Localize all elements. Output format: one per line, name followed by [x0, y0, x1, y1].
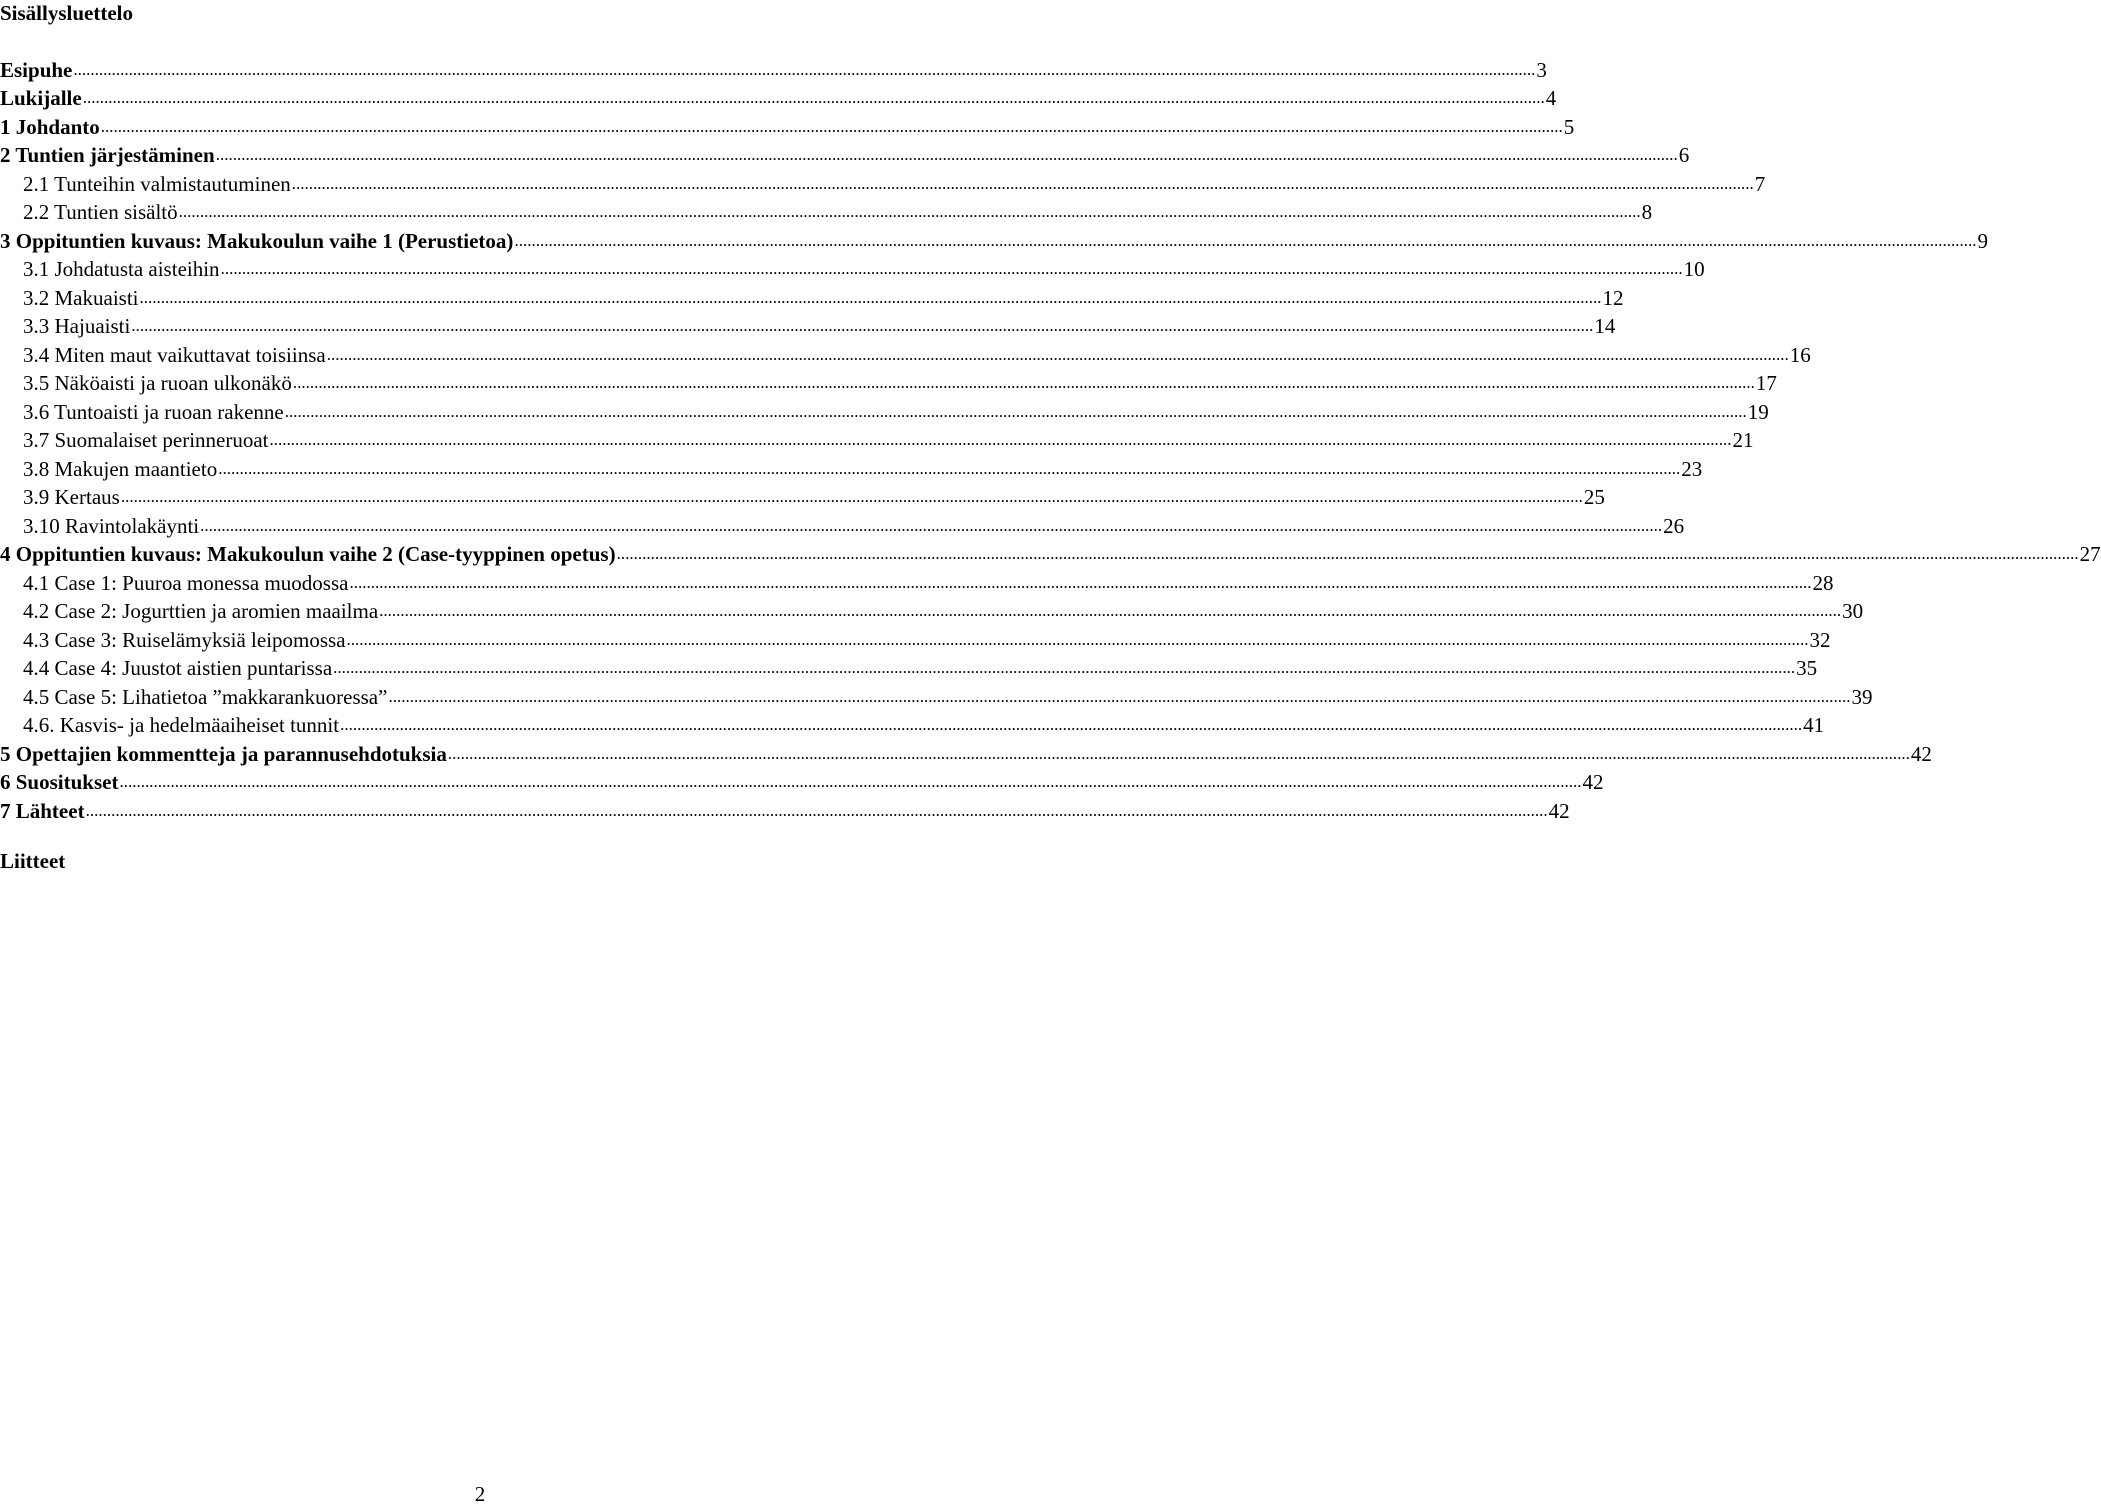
- toc-entry-page-number: 23: [1681, 456, 1703, 481]
- toc-entry-page-number: 17: [1755, 371, 1777, 395]
- toc-entry-page-number: 26: [1663, 513, 1685, 538]
- toc-entry[interactable]: [0, 282, 1624, 311]
- toc-entry[interactable]: [0, 624, 1831, 653]
- dot-leader: [379, 596, 1841, 624]
- page-title: Sisällysluettelo: [0, 1, 134, 25]
- toc-entry-page-number: 27: [2079, 542, 2101, 566]
- toc-entry-page-number: 10: [1683, 257, 1705, 281]
- toc-entry[interactable]: [0, 83, 1557, 112]
- dot-leader: [218, 454, 1680, 482]
- toc-entry-page-number: 9: [1977, 228, 1988, 253]
- toc-entry-page-number: 21: [1732, 428, 1754, 452]
- dot-leader: [73, 55, 1535, 83]
- toc-entry-page-number: 32: [1809, 627, 1831, 652]
- dot-leader: [448, 739, 1910, 767]
- toc-entry[interactable]: [0, 710, 1825, 739]
- toc-entry[interactable]: [0, 140, 1690, 169]
- toc-entry-title: 4.1 Case 1: Puuroa monessa muodossa: [23, 570, 349, 595]
- toc-entry-title: 4.2 Case 2: Jogurttien ja aromien maailma: [23, 599, 379, 623]
- toc-entry-title: 3.6 Tuntoaisti ja ruoan rakenne: [23, 399, 284, 424]
- toc-entry[interactable]: [0, 795, 1570, 824]
- toc-entry-title: 2.1 Tunteihin valmistautuminen: [23, 171, 291, 196]
- toc-entry-page-number: 16: [1789, 342, 1811, 367]
- toc-entry-page-number: 35: [1796, 656, 1818, 680]
- toc-entry[interactable]: [0, 510, 1685, 539]
- toc-entry-title: 4.5 Case 5: Lihatietoa ”makkarankuoressa”: [23, 684, 388, 709]
- toc-entry-title: 3.3 Hajuaisti: [23, 314, 131, 338]
- dot-leader: [617, 539, 2079, 567]
- toc-entry[interactable]: [0, 767, 1604, 796]
- dot-leader: [327, 340, 1789, 368]
- toc-entry-title: 5 Opettajien kommentteja ja parannusehdotuksia: [0, 741, 447, 766]
- toc-entry-page-number: 42: [1910, 741, 1932, 766]
- toc-entry-title: 3.7 Suomalaiset perinneruoat: [23, 428, 269, 452]
- toc-entry[interactable]: [0, 168, 1766, 197]
- toc-entry[interactable]: [0, 653, 1818, 682]
- toc-entry[interactable]: [0, 225, 1988, 254]
- dot-leader: [216, 140, 1678, 168]
- dot-leader: [388, 682, 1850, 710]
- toc-entry[interactable]: [0, 738, 1932, 767]
- dot-leader: [119, 767, 1581, 795]
- table-of-contents: [0, 54, 2101, 824]
- toc-entry-page-number: 4: [1545, 86, 1557, 110]
- toc-entry[interactable]: [0, 54, 1547, 83]
- dot-leader: [179, 197, 1641, 225]
- dot-leader: [140, 283, 1602, 311]
- toc-entry[interactable]: [0, 681, 1873, 710]
- dot-leader: [293, 368, 1755, 396]
- toc-entry-title: 4.3 Case 3: Ruiselämyksiä leipomossa: [23, 627, 346, 652]
- toc-entry-page-number: 3: [1536, 57, 1547, 82]
- dot-leader: [349, 568, 1811, 596]
- toc-entry[interactable]: [0, 482, 1605, 511]
- toc-entry-page-number: 25: [1583, 485, 1605, 509]
- dot-leader: [340, 710, 1802, 738]
- toc-entry[interactable]: [0, 425, 1754, 454]
- toc-entry[interactable]: [0, 596, 1864, 625]
- toc-entry-title: Lukijalle: [0, 86, 82, 110]
- toc-entry-page-number: 30: [1842, 599, 1864, 623]
- dot-leader: [121, 482, 1583, 510]
- dot-leader: [101, 112, 1563, 140]
- toc-entry-page-number: 39: [1851, 684, 1873, 709]
- dot-leader: [200, 511, 1662, 539]
- dot-leader: [131, 311, 1593, 339]
- dot-leader: [514, 226, 1976, 254]
- toc-entry-title: Esipuhe: [0, 57, 73, 82]
- toc-entry-title: 2.2 Tuntien sisältö: [23, 200, 178, 224]
- dot-leader: [221, 254, 1683, 282]
- toc-entry[interactable]: [0, 339, 1811, 368]
- toc-entry-title: 2 Tuntien järjestäminen: [0, 143, 215, 167]
- toc-entry-title: 3.8 Makujen maantieto: [23, 456, 218, 481]
- toc-entry-title: 6 Suositukset: [0, 770, 119, 794]
- toc-entry[interactable]: [0, 368, 1777, 397]
- toc-entry-title: 7 Lähteet: [0, 798, 85, 823]
- toc-entry-title: 3.5 Näköaisti ja ruoan ulkonäkö: [23, 371, 292, 395]
- toc-entry-page-number: 7: [1754, 171, 1766, 196]
- page-number: 2: [474, 1482, 486, 1506]
- dot-leader: [285, 397, 1747, 425]
- toc-entry[interactable]: [0, 567, 1834, 596]
- toc-entry-title: 3.4 Miten maut vaikuttavat toisiinsa: [23, 342, 326, 367]
- toc-entry-title: 4.4 Case 4: Juustot aistien puntarissa: [23, 656, 333, 680]
- toc-entry-title: 3.10 Ravintolakäynti: [23, 513, 200, 538]
- toc-entry-title: 4.6. Kasvis- ja hedelmäaiheiset tunnit: [23, 713, 340, 737]
- toc-entry-page-number: 14: [1594, 314, 1616, 338]
- dot-leader: [270, 425, 1732, 453]
- toc-entry[interactable]: [0, 453, 1703, 482]
- toc-entry-title: 3.1 Johdatusta aisteihin: [23, 257, 220, 281]
- toc-entry-page-number: 6: [1678, 143, 1690, 167]
- toc-entry-page-number: 19: [1747, 399, 1769, 424]
- toc-entry-title: 3 Oppituntien kuvaus: Makukoulun vaihe 1 (Perustietoa): [0, 228, 514, 253]
- dot-leader: [292, 169, 1754, 197]
- toc-entry[interactable]: [0, 396, 1769, 425]
- toc-entry-page-number: 42: [1548, 798, 1570, 823]
- toc-entry[interactable]: [0, 311, 1616, 340]
- dot-leader: [86, 796, 1548, 824]
- toc-entry[interactable]: [0, 254, 1705, 283]
- toc-entry-title: 1 Johdanto: [0, 114, 100, 139]
- toc-entry-page-number: 42: [1582, 770, 1604, 794]
- toc-entry[interactable]: [0, 539, 2101, 568]
- toc-entry[interactable]: [0, 197, 1653, 226]
- toc-entry-page-number: 41: [1803, 713, 1825, 737]
- toc-entry-page-number: 28: [1812, 570, 1834, 595]
- toc-entry-page-number: 5: [1563, 114, 1575, 139]
- toc-entry-page-number: 8: [1641, 200, 1653, 224]
- appendix-heading: Liitteet: [0, 849, 66, 873]
- dot-leader: [83, 83, 1545, 111]
- dot-leader: [347, 625, 1809, 653]
- toc-entry-title: 3.2 Makuaisti: [23, 285, 139, 310]
- toc-entry-title: 4 Oppituntien kuvaus: Makukoulun vaihe 2 (Case-tyyppinen opetus): [0, 542, 616, 566]
- toc-entry[interactable]: [0, 111, 1575, 140]
- toc-entry-page-number: 12: [1602, 285, 1624, 310]
- toc-entry-title: 3.9 Kertaus: [23, 485, 120, 509]
- dot-leader: [333, 653, 1795, 681]
